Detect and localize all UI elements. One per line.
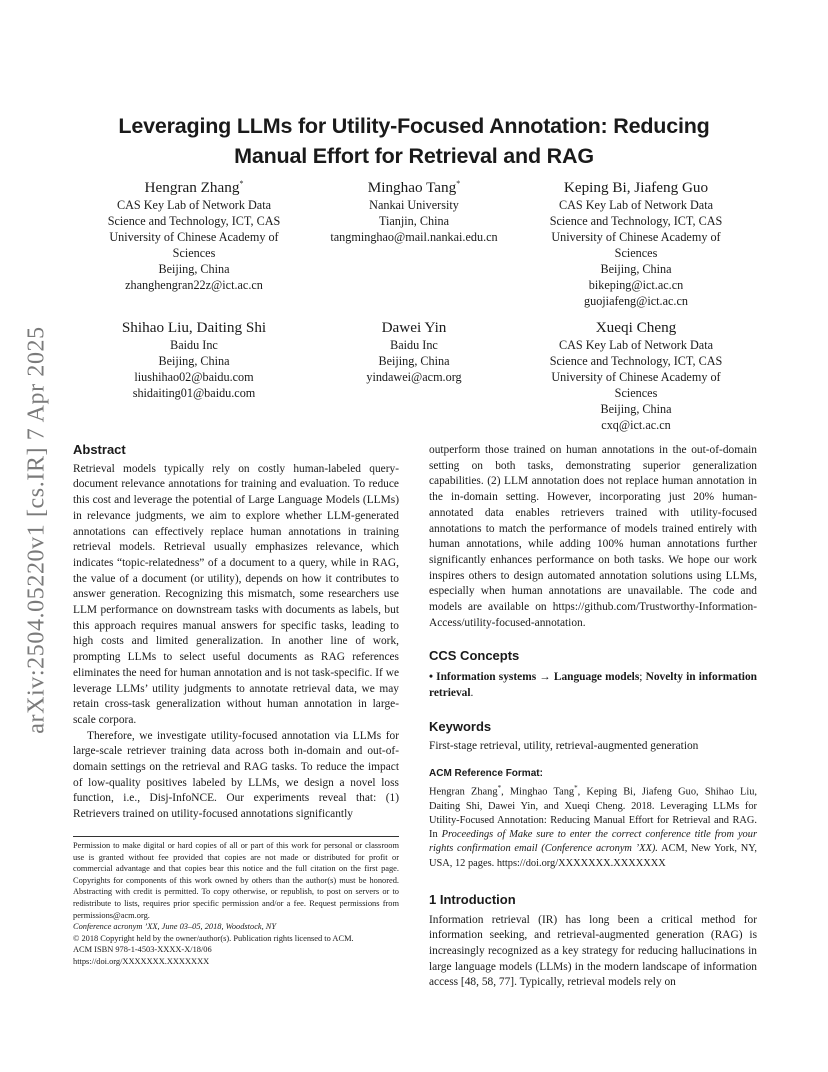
author-name: Minghao Tang* xyxy=(367,179,461,197)
author-email[interactable]: liushihao02@baidu.com xyxy=(134,370,254,384)
author-affiliation: Sciences xyxy=(614,246,658,261)
author-block-3 xyxy=(518,174,754,309)
doi-link[interactable]: https://doi.org/XXXXXXX.XXXXXXX xyxy=(73,956,210,966)
author-location: Beijing, China xyxy=(158,354,230,368)
ccs-item-2: Novelty in information retrieval xyxy=(429,671,757,699)
abstract-paragraph-1: Retrieval models typically rely on costly human-labeled query-document relevance annotations for training and evaluation. To reduce this cost and leverage the potential of Large Language Models (LLMs) in relevance judgments, we aim to explore whether LLM-generated annotations can effectively replace human annotations in training retrieval models. Retrieval usually emphasizes relevance, which indicates “topic-relatedness” of a document to a query, while in RAG, the value of a document (or utility), depends on how it contributes to answer generation. Recognizing this mismatch, some researchers use LLM performance on downstream tasks with documents as labels, but this approach requires manual answers for specific tasks, leading to high costs and limited generalization. In another line of work, prompting LLMs to select useful documents as RAG references eliminates the need for human annotation and is not task-specific. If we leverage LLMs’ utility judgments to annotate retrieval data, we may retain cross-task generalization without human annotation in large-scale corpora. xyxy=(73,462,399,726)
author-location: Beijing, China xyxy=(158,262,230,277)
abstract-continuation: outperform those trained on human annotations in the out-of-domain setting on both tasks, demonstrating superior generalization capabilities. (2) LLM annotation does not replace human annotation in the in-domain setting. However, incorporating just 20% human-annotated data enables retrievers trained with utility-focused annotations to match the performance of models trained entirely with human annotations, while adding 100% human annotations further significantly enhances performance on both tasks. We hope our work inspires others to design automated annotation solutions using LLMs, especially when human annotations are unavailable. The code and models are available on https://github.com/Trustworthy-Information-Access/utility-focused-annotation. xyxy=(429,444,757,629)
author-affiliation: University of Chinese Academy of xyxy=(551,230,721,245)
author-affiliation: CAS Key Lab of Network Data xyxy=(117,198,271,213)
author-name: Shihao Liu, Daiting Shi xyxy=(121,319,267,336)
author-location: Beijing, China xyxy=(378,354,450,368)
author-affiliation: CAS Key Lab of Network Data xyxy=(559,198,713,213)
author-email[interactable]: bikeping@ict.ac.cn xyxy=(588,278,684,293)
introduction-heading: 1 Introduction xyxy=(429,891,516,907)
title-line-1: Leveraging LLMs for Utility-Focused Annotation: Reducing xyxy=(118,114,710,138)
author-name: Xueqi Cheng xyxy=(595,319,677,336)
author-location: Beijing, China xyxy=(600,402,672,416)
author-name: Keping Bi, Jiafeng Guo xyxy=(563,179,709,197)
isbn-line: ACM ISBN 978-1-4503-XXXX-X/18/06 xyxy=(73,945,212,955)
acm-reference-text: Hengran Zhang*, Minghao Tang*, Keping Bi, Jiafeng Guo, Shihao Liu, Daiting Shi, Dawei Yin, and Xueqi Cheng. 2018. Leveraging LLMs for Utility-Focused Annotation: Reducing Manual Effort for Retrieval and RAG. In Proceedings of Make sure to enter the correct conference title from your rights confirmation email (Conference acronym ’XX). ACM, New York, NY, USA, 12 pages. https://doi.org/XXXXXXX.XXXXXXX xyxy=(429,784,758,869)
acm-reference xyxy=(429,767,757,871)
author-email[interactable]: cxq@ict.ac.cn xyxy=(601,418,671,432)
author-name: Dawei Yin xyxy=(381,319,447,336)
author-affiliation: Science and Technology, ICT, CAS xyxy=(549,214,723,229)
author-affiliation: Baidu Inc xyxy=(390,338,438,352)
author-affiliation: Nankai University xyxy=(369,198,459,213)
author-affiliation: Sciences xyxy=(614,386,658,400)
author-email[interactable]: shidaiting01@baidu.com xyxy=(132,386,256,400)
author-block-1 xyxy=(76,174,312,293)
author-affiliation: University of Chinese Academy of xyxy=(551,370,721,384)
paper-title xyxy=(60,111,768,171)
left-column xyxy=(73,442,399,823)
author-block-5 xyxy=(296,318,532,385)
author-affiliation: Baidu Inc xyxy=(170,338,218,352)
ccs-concepts xyxy=(429,670,757,701)
author-name: Hengran Zhang* xyxy=(144,179,244,197)
author-email[interactable]: guojiafeng@ict.ac.cn xyxy=(584,294,688,309)
author-location: Tianjin, China xyxy=(379,214,449,229)
author-affiliation: Sciences xyxy=(172,246,216,261)
acm-reference-heading: ACM Reference Format: xyxy=(429,767,543,779)
copyright-line: © 2018 Copyright held by the owner/author(s). Publication rights licensed to ACM. xyxy=(73,933,354,943)
arxiv-sidebar-stamp xyxy=(22,300,52,760)
right-column xyxy=(429,443,757,991)
ccs-item-1: • Information systems → Language models xyxy=(429,671,640,684)
author-block-2 xyxy=(296,174,532,245)
arxiv-id-text: arXiv:2504.05220v1 [cs.IR] 7 Apr 2025 xyxy=(23,326,50,734)
conference-line: Conference acronym ’XX, June 03–05, 2018, Woodstock, NY xyxy=(73,922,277,932)
keywords-text: First-stage retrieval, utility, retrieval-augmented generation xyxy=(429,740,699,753)
author-email[interactable]: tangminghao@mail.nankai.edu.cn xyxy=(330,230,498,245)
author-affiliation: CAS Key Lab of Network Data xyxy=(559,338,713,352)
permission-footnote xyxy=(73,836,399,968)
author-affiliation: Science and Technology, ICT, CAS xyxy=(107,214,281,229)
keywords-heading: Keywords xyxy=(429,718,492,734)
ccs-heading: CCS Concepts xyxy=(429,648,520,664)
abstract-heading: Abstract xyxy=(73,442,126,457)
ccs-end: . xyxy=(470,686,474,699)
author-email[interactable]: zhanghengran22z@ict.ac.cn xyxy=(125,278,263,293)
author-affiliation: Science and Technology, ICT, CAS xyxy=(549,354,723,368)
author-block-6 xyxy=(518,318,754,433)
author-location: Beijing, China xyxy=(600,262,672,277)
ccs-separator: ; xyxy=(639,671,646,684)
title-line-2: Manual Effort for Retrieval and RAG xyxy=(234,144,594,168)
permission-text: Permission to make digital or hard copies of all or part of this work for personal or classroom use is granted without fee provided that copies are not made or distributed for profit or commercial advantage and that copies bear this notice and the full citation on the first page. Copyrights for components of this work owned by others than the author(s) must be honored. Abstracting with credit is permitted. To copy otherwise, or republish, to post on servers or to redistribute to lists, requires prior specific permission and/or a fee. Request permissions from permissions@acm.org. xyxy=(73,841,399,920)
author-email[interactable]: yindawei@acm.org xyxy=(366,370,462,384)
author-block-4 xyxy=(76,318,312,401)
abstract-paragraph-2: Therefore, we investigate utility-focused annotation via LLMs for large-scale retriever training data across both in-domain and out-of-domain settings on the retrieval and RAG tasks. To reduce the impact of low-quality positives labeled by LLMs, we design a novel loss function, i.e., Disj-InfoNCE. Our experiments reveal that: (1) Retrievers trained on utility-focused annotations significantly xyxy=(73,729,399,821)
author-affiliation: University of Chinese Academy of xyxy=(109,230,279,245)
introduction-text: Information retrieval (IR) has long been a critical method for information seeking, and retrieval-augmented generation (RAG) is increasingly recognized as a key strategy for reducing hallucinations in large language models (LLMs) in the modern landscape of information access [48, 58, 77]. Typically, retrieval models rely on xyxy=(429,913,757,989)
